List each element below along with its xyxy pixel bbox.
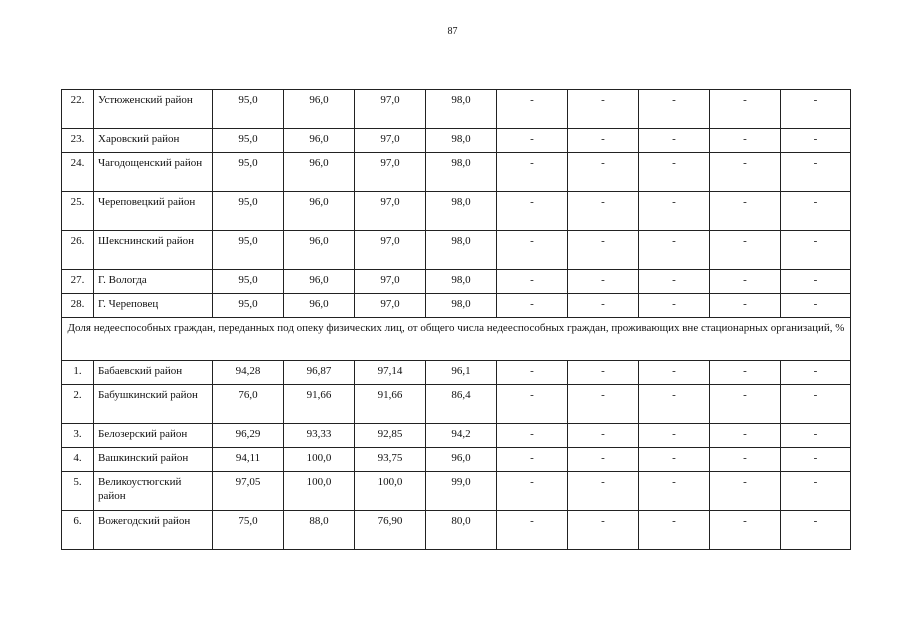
value-cell: 99,0 [426,472,497,511]
value-cell: 96,1 [426,361,497,385]
value-cell: 98,0 [426,90,497,129]
value-cell: 93,33 [284,424,355,448]
value-cell: 98,0 [426,129,497,153]
empty-value-cell: - [710,511,781,550]
row-number: 24. [62,153,94,192]
empty-value-cell: - [568,192,639,231]
empty-value-cell: - [781,153,851,192]
section-title: Доля недееспособных граждан, переданных под опеку физических лиц, от общего числа недееспособных граждан, проживающих вне стационарных организаций, % [62,318,851,361]
empty-value-cell: - [639,192,710,231]
empty-value-cell: - [497,90,568,129]
empty-value-cell: - [568,231,639,270]
district-name: Г. Череповец [94,294,213,318]
district-name: Вашкинский район [94,448,213,472]
table-row [62,129,851,153]
empty-value-cell: - [781,424,851,448]
district-name: Великоустюгский район [94,472,213,511]
district-name: Бабаевский район [94,361,213,385]
table-row [62,511,851,550]
empty-value-cell: - [497,511,568,550]
section-header-group [62,318,851,361]
row-number: 4. [62,448,94,472]
value-cell: 95,0 [213,192,284,231]
value-cell: 96,0 [284,294,355,318]
empty-value-cell: - [639,448,710,472]
empty-value-cell: - [639,424,710,448]
empty-value-cell: - [568,294,639,318]
empty-value-cell: - [639,472,710,511]
empty-value-cell: - [497,472,568,511]
value-cell: 76,90 [355,511,426,550]
value-cell: 100,0 [355,472,426,511]
row-number: 1. [62,361,94,385]
empty-value-cell: - [497,270,568,294]
district-name: Бабушкинский район [94,385,213,424]
empty-value-cell: - [710,129,781,153]
value-cell: 95,0 [213,129,284,153]
empty-value-cell: - [781,448,851,472]
value-cell: 80,0 [426,511,497,550]
empty-value-cell: - [710,192,781,231]
district-name: Шекснинский район [94,231,213,270]
empty-value-cell: - [639,153,710,192]
row-number: 5. [62,472,94,511]
value-cell: 97,0 [355,231,426,270]
value-cell: 97,0 [355,192,426,231]
empty-value-cell: - [568,153,639,192]
value-cell: 96,87 [284,361,355,385]
empty-value-cell: - [710,385,781,424]
empty-value-cell: - [639,270,710,294]
empty-value-cell: - [781,231,851,270]
value-cell: 95,0 [213,90,284,129]
empty-value-cell: - [781,361,851,385]
value-cell: 75,0 [213,511,284,550]
value-cell: 91,66 [284,385,355,424]
district-name: Белозерский район [94,424,213,448]
value-cell: 96,0 [284,270,355,294]
value-cell: 91,66 [355,385,426,424]
district-name: Вожегодский район [94,511,213,550]
value-cell: 95,0 [213,153,284,192]
empty-value-cell: - [568,511,639,550]
value-cell: 96,0 [426,448,497,472]
empty-value-cell: - [639,129,710,153]
value-cell: 97,0 [355,129,426,153]
table-row [62,270,851,294]
value-cell: 95,0 [213,294,284,318]
empty-value-cell: - [568,424,639,448]
empty-value-cell: - [781,511,851,550]
row-number: 22. [62,90,94,129]
value-cell: 100,0 [284,448,355,472]
empty-value-cell: - [781,90,851,129]
empty-value-cell: - [568,270,639,294]
value-cell: 97,0 [355,153,426,192]
empty-value-cell: - [497,424,568,448]
value-cell: 93,75 [355,448,426,472]
empty-value-cell: - [568,472,639,511]
empty-value-cell: - [568,129,639,153]
empty-value-cell: - [497,192,568,231]
table-row [62,424,851,448]
district-name: Устюженский район [94,90,213,129]
value-cell: 98,0 [426,294,497,318]
empty-value-cell: - [710,361,781,385]
value-cell: 96,0 [284,153,355,192]
value-cell: 98,0 [426,192,497,231]
row-number: 3. [62,424,94,448]
empty-value-cell: - [497,153,568,192]
empty-value-cell: - [781,192,851,231]
empty-value-cell: - [710,424,781,448]
value-cell: 95,0 [213,270,284,294]
empty-value-cell: - [710,448,781,472]
empty-value-cell: - [497,231,568,270]
district-name: Череповецкий район [94,192,213,231]
value-cell: 92,85 [355,424,426,448]
table-row [62,192,851,231]
value-cell: 97,05 [213,472,284,511]
table-row [62,448,851,472]
empty-value-cell: - [497,129,568,153]
empty-value-cell: - [710,270,781,294]
value-cell: 95,0 [213,231,284,270]
value-cell: 96,0 [284,231,355,270]
table-row [62,231,851,270]
value-cell: 97,0 [355,294,426,318]
indicator-table [61,89,851,550]
table-row [62,385,851,424]
empty-value-cell: - [568,361,639,385]
row-number: 26. [62,231,94,270]
empty-value-cell: - [568,448,639,472]
row-number: 2. [62,385,94,424]
value-cell: 97,14 [355,361,426,385]
value-cell: 96,0 [284,129,355,153]
empty-value-cell: - [639,90,710,129]
section-header-row [62,318,851,361]
empty-value-cell: - [710,90,781,129]
table-body-lower [62,361,851,550]
table-row [62,90,851,129]
row-number: 28. [62,294,94,318]
empty-value-cell: - [781,270,851,294]
empty-value-cell: - [781,385,851,424]
district-name: Г. Вологда [94,270,213,294]
empty-value-cell: - [568,385,639,424]
empty-value-cell: - [639,361,710,385]
empty-value-cell: - [497,294,568,318]
empty-value-cell: - [781,129,851,153]
value-cell: 96,0 [284,90,355,129]
value-cell: 98,0 [426,270,497,294]
value-cell: 94,11 [213,448,284,472]
value-cell: 96,29 [213,424,284,448]
table-body-upper [62,90,851,318]
value-cell: 94,28 [213,361,284,385]
row-number: 6. [62,511,94,550]
empty-value-cell: - [781,472,851,511]
value-cell: 97,0 [355,90,426,129]
empty-value-cell: - [568,90,639,129]
empty-value-cell: - [639,231,710,270]
table-row [62,153,851,192]
value-cell: 100,0 [284,472,355,511]
district-name: Чагодощенский район [94,153,213,192]
row-number: 25. [62,192,94,231]
table-row [62,472,851,511]
value-cell: 88,0 [284,511,355,550]
empty-value-cell: - [710,472,781,511]
empty-value-cell: - [710,231,781,270]
value-cell: 94,2 [426,424,497,448]
value-cell: 98,0 [426,153,497,192]
page-number: 87 [447,26,458,37]
value-cell: 98,0 [426,231,497,270]
value-cell: 76,0 [213,385,284,424]
table-row [62,361,851,385]
table-row [62,294,851,318]
empty-value-cell: - [497,385,568,424]
empty-value-cell: - [639,511,710,550]
value-cell: 96,0 [284,192,355,231]
district-name: Харовский район [94,129,213,153]
empty-value-cell: - [639,385,710,424]
value-cell: 97,0 [355,270,426,294]
empty-value-cell: - [497,448,568,472]
row-number: 23. [62,129,94,153]
row-number: 27. [62,270,94,294]
empty-value-cell: - [497,361,568,385]
empty-value-cell: - [781,294,851,318]
empty-value-cell: - [710,294,781,318]
value-cell: 86,4 [426,385,497,424]
empty-value-cell: - [710,153,781,192]
empty-value-cell: - [639,294,710,318]
